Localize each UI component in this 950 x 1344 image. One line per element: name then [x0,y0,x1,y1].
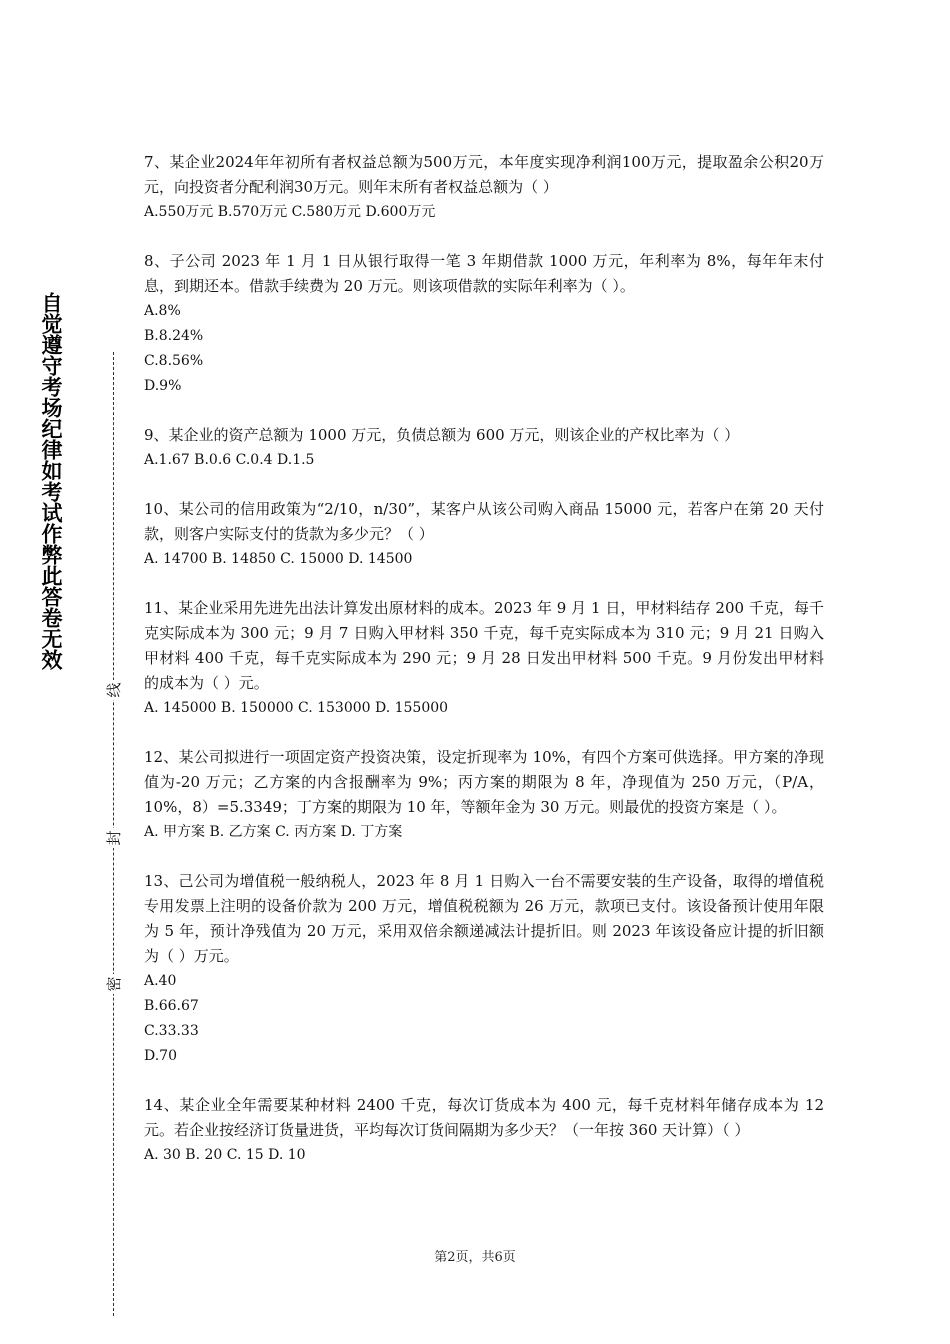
question-list [144,150,824,1192]
option-d: D.70 [144,1048,177,1064]
option-b: B.8.24% [144,328,204,344]
question-8 [144,249,824,399]
question-options: A. 甲方案 B. 乙方案 C. 丙方案 D. 丁方案 [144,824,403,840]
question-7 [144,150,824,225]
question-options: A. 145000 B. 150000 C. 153000 D. 155000 [144,700,449,716]
question-stem: 8、子公司 2023 年 1 月 1 日从银行取得一笔 3 年期借款 1000 万元，年利率为 8%，每年年末付息，到期还本。借款手续费为 20 万元。则该项借款的实际年利率为（ ）。 [144,252,824,295]
question-options: A.1.67 B.0.6 C.0.4 D.1.5 [144,452,315,468]
option-c: C.33.33 [144,1023,199,1039]
question-options: A.550万元 B.570万元 C.580万元 D.600万元 [144,204,436,220]
question-stem: 14、某企业全年需要某种材料 2400 千克，每次订货成本为 400 元，每千克材料年储存成本为 12 元。若企业按经济订货量进货，平均每次订货间隔期为多少天？（一年按 360 天计算）（ ） [144,1096,824,1139]
question-stem: 13、己公司为增值税一般纳税人，2023 年 8 月 1 日购入一台不需要安装的生产设备，取得的增值税专用发票上注明的设备价款为 200 万元，增值税税额为 26 万元，款项已支付。该设备预计使用年限为 5 年，预计净残值为 20 万元，采用双倍余额递减法计提折旧。则 2023 年该设备应计提的折旧额为（ ）万元。 [144,872,824,965]
option-d: D.9% [144,378,182,394]
question-stem: 7、某企业2024年年初所有者权益总额为500万元，本年度实现净利润100万元，提取盈余公积20万元，向投资者分配利润30万元。则年末所有者权益总额为（ ） [144,153,824,196]
page-number: 第2页，共6页 [434,1250,516,1265]
question-14 [144,1093,824,1168]
option-a: A.40 [144,973,177,989]
question-options: A. 30 B. 20 C. 15 D. 10 [144,1147,306,1163]
question-options: A. 14700 B. 14850 C. 15000 D. 14500 [144,551,413,567]
question-12 [144,745,824,845]
binding-mark-line: 线 [104,680,124,700]
option-b: B.66.67 [144,998,199,1014]
question-11 [144,596,824,721]
exam-discipline-notice: 自觉遵守考场纪律如考试作弊此答卷无效 [39,292,63,670]
question-stem: 12、某公司拟进行一项固定资产投资决策，设定折现率为 10%，有四个方案可供选择。甲方案的净现值为-20 万元；乙方案的内含报酬率为 9%；丙方案的期限为 8 年，净现值为 250 万元，（P/A，10%，8）=5.3349；丁方案的期限为 10 年，等额年金为 30 万元。则最优的投资方案是（ ）。 [144,748,824,816]
question-9 [144,423,824,473]
option-c: C.8.56% [144,353,204,369]
question-stem: 9、某企业的资产总额为 1000 万元，负债总额为 600 万元，则该企业的产权比率为（ ） [144,426,740,444]
binding-mark-secret: 密 [104,974,124,994]
question-13 [144,869,824,1069]
question-stem: 11、某企业采用先进先出法计算发出原材料的成本。2023 年 9 月 1 日，甲材料结存 200 千克，每千克实际成本为 300 元；9 月 7 日购入甲材料 350 千克，每千克实际成本为 310 元；9 月 21 日购入甲材料 400 千克，每千克实际成本为 290 元；9 月 28 日发出甲材料 500 千克。9 月份发出甲材料的成本为（ ）元。 [144,599,824,692]
question-stem: 10、某公司的信用政策为“2/10，n/30”，某客户从该公司购入商品 15000 元，若客户在第 20 天付款，则客户实际支付的货款为多少元？（ ） [144,500,824,543]
binding-mark-seal: 封 [104,828,124,848]
question-10 [144,497,824,572]
option-a: A.8% [144,303,181,319]
